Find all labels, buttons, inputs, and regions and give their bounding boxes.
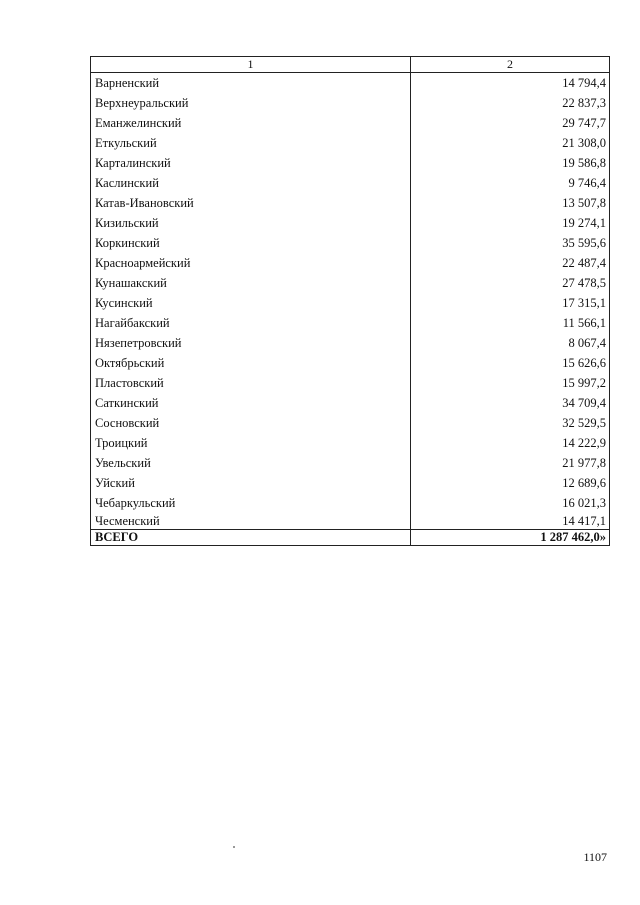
- district-value: 15 997,2: [411, 373, 610, 393]
- district-name: Красноармейский: [91, 253, 411, 273]
- table-row: [91, 233, 610, 253]
- district-value: 14 222,9: [411, 433, 610, 453]
- district-name: Саткинский: [91, 393, 411, 413]
- table-row: [91, 313, 610, 333]
- district-value: 14 794,4: [411, 73, 610, 94]
- district-name: Нагайбакский: [91, 313, 411, 333]
- district-value: 8 067,4: [411, 333, 610, 353]
- district-name: Октябрьский: [91, 353, 411, 373]
- table-row: [91, 73, 610, 94]
- page-number: 1107: [583, 850, 607, 864]
- district-name: Коркинский: [91, 233, 411, 253]
- district-name: Кунашакский: [91, 273, 411, 293]
- header-row: [91, 57, 610, 73]
- district-value: 16 021,3: [411, 493, 610, 513]
- district-name: Карталинский: [91, 153, 411, 173]
- district-name: Чебаркульский: [91, 493, 411, 513]
- district-name: Троицкий: [91, 433, 411, 453]
- district-value: 32 529,5: [411, 413, 610, 433]
- district-value: 22 487,4: [411, 253, 610, 273]
- table-row: [91, 433, 610, 453]
- table-row: [91, 293, 610, 313]
- district-name: Кизильский: [91, 213, 411, 233]
- district-value: 9 746,4: [411, 173, 610, 193]
- district-name: Увельский: [91, 453, 411, 473]
- district-name: Каслинский: [91, 173, 411, 193]
- total-label: ВСЕГО: [91, 530, 411, 546]
- table-row: [91, 113, 610, 133]
- table-row: [91, 153, 610, 173]
- table-row: [91, 333, 610, 353]
- district-name: Уйский: [91, 473, 411, 493]
- table-row: [91, 253, 610, 273]
- district-value: 27 478,5: [411, 273, 610, 293]
- total-row: [91, 530, 610, 546]
- table-row: [91, 353, 610, 373]
- table-row: [91, 193, 610, 213]
- total-value: 1 287 462,0»: [411, 530, 610, 546]
- table-row: [91, 133, 610, 153]
- district-name: Пластовский: [91, 373, 411, 393]
- table-row: [91, 213, 610, 233]
- table-row: [91, 453, 610, 473]
- district-name: Кусинский: [91, 293, 411, 313]
- district-value: 21 977,8: [411, 453, 610, 473]
- district-value: 11 566,1: [411, 313, 610, 333]
- table-row: [91, 273, 610, 293]
- table-row: [91, 93, 610, 113]
- district-name: Верхнеуральский: [91, 93, 411, 113]
- column-header-2: 2: [411, 57, 610, 73]
- table-row: [91, 473, 610, 493]
- district-value: 34 709,4: [411, 393, 610, 413]
- column-header-1: 1: [91, 57, 411, 73]
- district-name: Варненский: [91, 73, 411, 94]
- table-row: [91, 173, 610, 193]
- district-value: 22 837,3: [411, 93, 610, 113]
- district-value: 13 507,8: [411, 193, 610, 213]
- table-row: [91, 393, 610, 413]
- district-name: Катав-Ивановский: [91, 193, 411, 213]
- district-value: 12 689,6: [411, 473, 610, 493]
- district-value: 19 274,1: [411, 213, 610, 233]
- district-value: 19 586,8: [411, 153, 610, 173]
- table-row: [91, 493, 610, 513]
- district-value: 21 308,0: [411, 133, 610, 153]
- district-name: Сосновский: [91, 413, 411, 433]
- districts-table: [90, 56, 610, 546]
- district-value: 35 595,6: [411, 233, 610, 253]
- table-body: [91, 73, 610, 530]
- district-name: Еманжелинский: [91, 113, 411, 133]
- district-value: 15 626,6: [411, 353, 610, 373]
- district-name: Еткульский: [91, 133, 411, 153]
- district-value: 17 315,1: [411, 293, 610, 313]
- district-name: Чесменский: [91, 513, 411, 530]
- table-row: [91, 373, 610, 393]
- table-row: [91, 413, 610, 433]
- table-row: [91, 513, 610, 530]
- scan-speck: [233, 846, 235, 848]
- district-value: 29 747,7: [411, 113, 610, 133]
- district-name: Нязепетровский: [91, 333, 411, 353]
- district-value: 14 417,1: [411, 513, 610, 530]
